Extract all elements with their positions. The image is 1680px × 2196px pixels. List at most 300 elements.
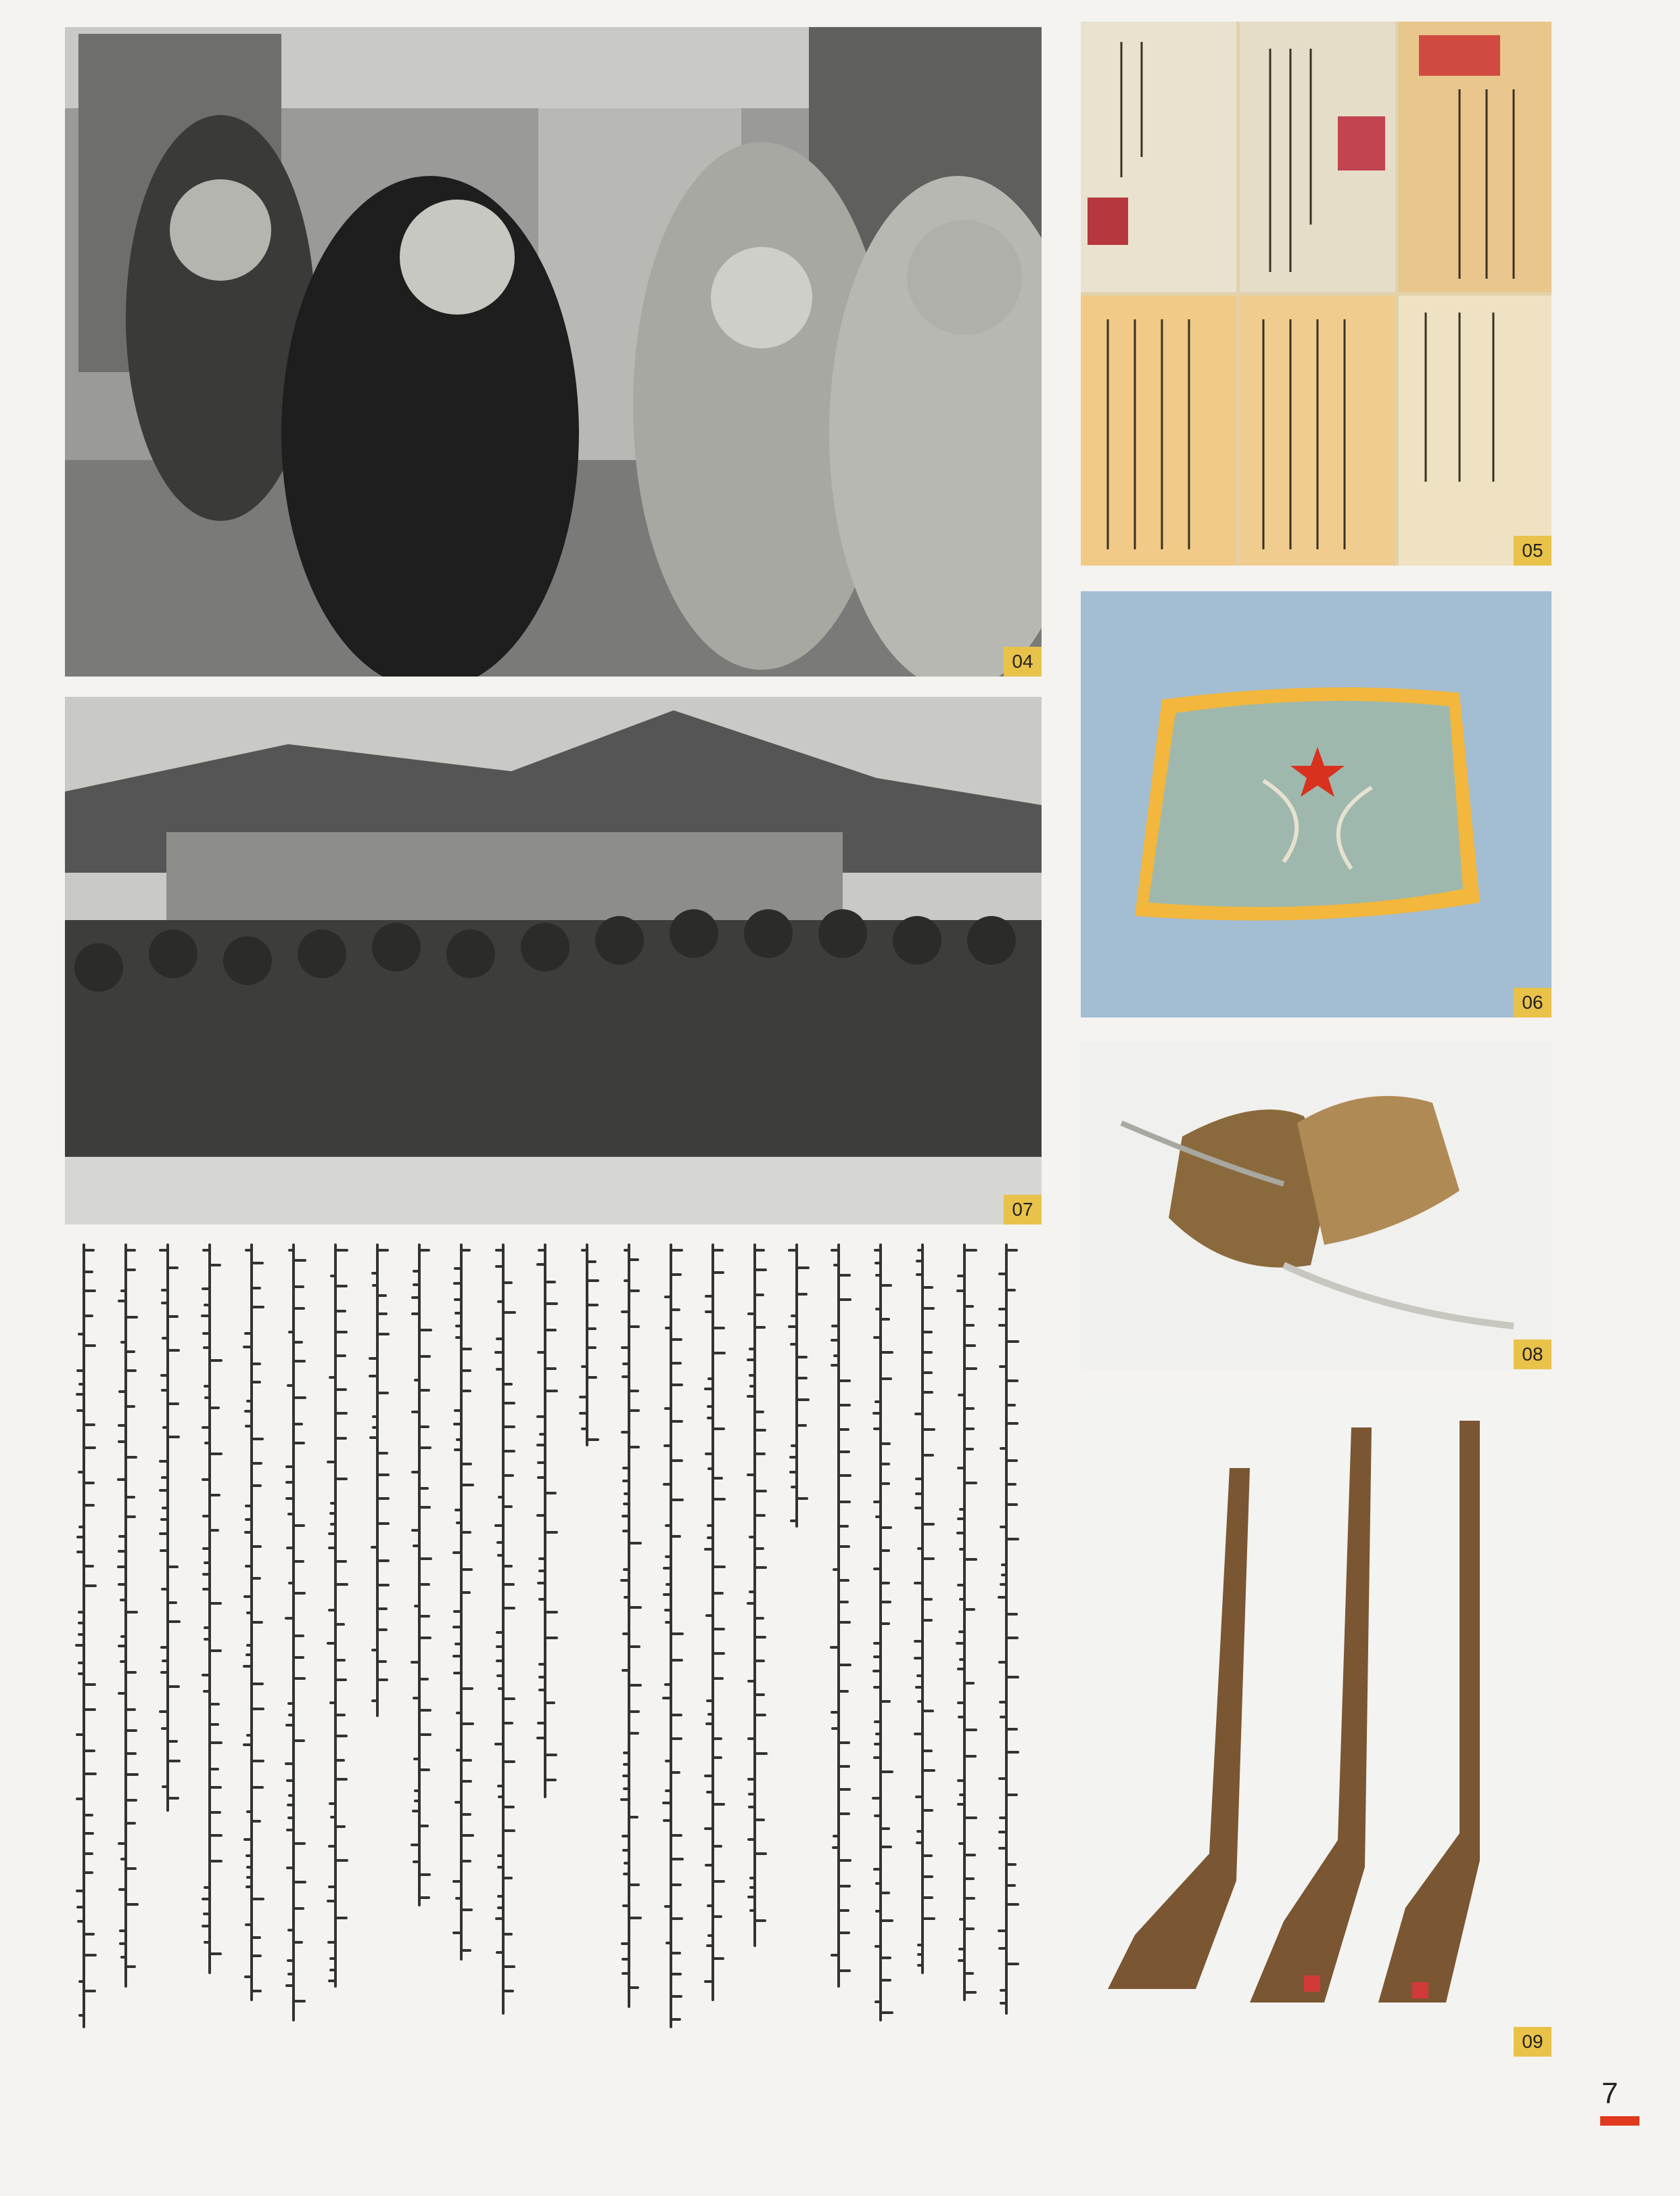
text-glyph-stroke bbox=[294, 1307, 305, 1310]
text-column bbox=[825, 1243, 852, 2055]
text-glyph-stroke bbox=[246, 1854, 252, 1857]
text-glyph-stroke bbox=[335, 1735, 348, 1737]
text-glyph-stroke bbox=[202, 1249, 210, 1252]
text-glyph-stroke bbox=[839, 1298, 851, 1301]
page-number-bar bbox=[1600, 2116, 1639, 2126]
text-glyph-stroke bbox=[118, 1300, 126, 1302]
photo-07-illustration bbox=[65, 697, 1042, 1225]
text-glyph-stroke bbox=[957, 1517, 964, 1520]
text-glyph-stroke bbox=[78, 1333, 84, 1335]
text-glyph-stroke bbox=[881, 1700, 891, 1703]
text-glyph-stroke bbox=[503, 1425, 515, 1428]
text-glyph-stroke bbox=[624, 1492, 629, 1495]
text-glyph-stroke bbox=[252, 1683, 264, 1685]
text-column bbox=[699, 1243, 726, 2055]
text-glyph-stroke bbox=[622, 1480, 629, 1482]
text-glyph-stroke bbox=[839, 1525, 849, 1528]
text-glyph-stroke bbox=[872, 1797, 881, 1800]
text-glyph-stroke bbox=[371, 1699, 377, 1702]
text-glyph-stroke bbox=[624, 1279, 629, 1282]
text-glyph-stroke bbox=[704, 1548, 713, 1551]
text-glyph-stroke bbox=[377, 1392, 389, 1394]
text-glyph-stroke bbox=[377, 1312, 388, 1315]
text-glyph-stroke bbox=[707, 1524, 713, 1527]
text-glyph-stroke bbox=[915, 1795, 923, 1798]
text-glyph-stroke bbox=[545, 1611, 558, 1614]
text-glyph-stroke bbox=[916, 1674, 923, 1677]
text-glyph-stroke bbox=[202, 1287, 210, 1290]
text-glyph-stroke bbox=[1006, 1613, 1018, 1616]
text-glyph-stroke bbox=[461, 1687, 473, 1690]
text-glyph-stroke bbox=[243, 1665, 252, 1668]
text-glyph-stroke bbox=[797, 1377, 808, 1379]
text-column-stem bbox=[124, 1243, 127, 1988]
text-glyph-stroke bbox=[663, 1483, 671, 1486]
text-glyph-stroke bbox=[713, 1628, 725, 1630]
text-glyph-stroke bbox=[503, 1722, 513, 1724]
text-glyph-stroke bbox=[749, 1385, 755, 1388]
text-column bbox=[196, 1243, 223, 2055]
text-glyph-stroke bbox=[705, 1452, 713, 1455]
text-glyph-stroke bbox=[497, 1300, 503, 1303]
text-glyph-stroke bbox=[496, 1674, 503, 1677]
text-glyph-stroke bbox=[881, 1582, 890, 1584]
text-glyph-stroke bbox=[704, 1980, 713, 1983]
text-glyph-stroke bbox=[168, 1797, 179, 1800]
text-glyph-stroke bbox=[788, 1325, 797, 1328]
text-glyph-stroke bbox=[335, 1249, 348, 1252]
text-glyph-stroke bbox=[1006, 1503, 1018, 1506]
text-glyph-stroke bbox=[461, 1369, 471, 1372]
text-glyph-stroke bbox=[536, 1263, 545, 1266]
text-glyph-stroke bbox=[622, 1530, 629, 1532]
text-glyph-stroke bbox=[377, 1607, 388, 1610]
photo-05-illustration bbox=[1081, 22, 1551, 566]
text-glyph-stroke bbox=[875, 1882, 881, 1885]
text-glyph-stroke bbox=[117, 1478, 126, 1481]
text-glyph-stroke bbox=[707, 1713, 713, 1716]
text-glyph-stroke bbox=[419, 1768, 430, 1771]
text-glyph-stroke bbox=[78, 1672, 84, 1675]
text-glyph-stroke bbox=[755, 1326, 766, 1329]
text-glyph-stroke bbox=[413, 1758, 419, 1760]
text-glyph-stroke bbox=[671, 1858, 684, 1860]
text-glyph-stroke bbox=[839, 1474, 851, 1477]
text-glyph-stroke bbox=[419, 1487, 429, 1490]
text-glyph-stroke bbox=[713, 1427, 725, 1430]
text-glyph-stroke bbox=[286, 1867, 294, 1869]
text-glyph-stroke bbox=[959, 1658, 964, 1661]
text-glyph-stroke bbox=[413, 1545, 419, 1547]
text-glyph-stroke bbox=[419, 1506, 431, 1509]
text-glyph-stroke bbox=[923, 1809, 933, 1812]
text-glyph-stroke bbox=[536, 1444, 545, 1446]
text-glyph-stroke bbox=[161, 1727, 168, 1730]
text-glyph-stroke bbox=[705, 1864, 713, 1867]
text-glyph-stroke bbox=[335, 1778, 348, 1781]
text-glyph-stroke bbox=[958, 1716, 964, 1718]
text-glyph-stroke bbox=[957, 1668, 964, 1670]
text-glyph-stroke bbox=[671, 1714, 682, 1716]
photo-06-illustration bbox=[1081, 591, 1551, 1017]
text-glyph-stroke bbox=[704, 1388, 713, 1390]
text-glyph-stroke bbox=[497, 1866, 503, 1869]
text-column bbox=[154, 1243, 181, 2055]
photo-08 bbox=[1081, 1042, 1551, 1369]
text-glyph-stroke bbox=[1006, 1459, 1018, 1462]
text-glyph-stroke bbox=[874, 1743, 881, 1745]
text-glyph-stroke bbox=[749, 1536, 755, 1538]
text-glyph-stroke bbox=[294, 1907, 304, 1910]
text-glyph-stroke bbox=[377, 1473, 390, 1476]
text-glyph-stroke bbox=[538, 1676, 545, 1678]
text-glyph-stroke bbox=[377, 1452, 388, 1455]
text-glyph-stroke bbox=[621, 1310, 629, 1313]
text-glyph-stroke bbox=[84, 1708, 96, 1711]
text-glyph-stroke bbox=[126, 1369, 137, 1372]
text-glyph-stroke bbox=[1000, 1716, 1006, 1718]
text-glyph-stroke bbox=[246, 1734, 252, 1737]
text-glyph-stroke bbox=[118, 1888, 126, 1891]
text-glyph-stroke bbox=[671, 1535, 681, 1538]
text-glyph-stroke bbox=[923, 1428, 935, 1431]
text-glyph-stroke bbox=[999, 1816, 1006, 1819]
text-glyph-stroke bbox=[755, 1547, 764, 1550]
text-glyph-stroke bbox=[587, 1327, 597, 1330]
text-glyph-stroke bbox=[126, 1496, 135, 1499]
text-glyph-stroke bbox=[204, 1638, 210, 1641]
photo-label-04: 04 bbox=[1004, 647, 1042, 677]
text-glyph-stroke bbox=[202, 1332, 210, 1335]
text-glyph-stroke bbox=[285, 1724, 294, 1726]
text-glyph-stroke bbox=[202, 1426, 210, 1429]
text-glyph-stroke bbox=[84, 1832, 94, 1835]
text-glyph-stroke bbox=[461, 1759, 472, 1762]
text-glyph-stroke bbox=[78, 1662, 84, 1664]
text-glyph-stroke bbox=[747, 1838, 755, 1841]
text-glyph-stroke bbox=[917, 1700, 923, 1703]
text-glyph-stroke bbox=[545, 1637, 558, 1639]
text-glyph-stroke bbox=[76, 1733, 84, 1736]
text-glyph-stroke bbox=[461, 1531, 471, 1534]
text-glyph-stroke bbox=[159, 1249, 168, 1252]
text-glyph-stroke bbox=[671, 1973, 682, 1975]
text-column-stem bbox=[586, 1243, 588, 1446]
text-column-stem bbox=[166, 1243, 169, 1812]
mongolian-text-block bbox=[65, 1243, 1039, 2055]
text-glyph-stroke bbox=[244, 1531, 252, 1534]
text-glyph-stroke bbox=[964, 1558, 977, 1561]
text-glyph-stroke bbox=[377, 1628, 388, 1631]
text-glyph-stroke bbox=[377, 1497, 390, 1500]
text-glyph-stroke bbox=[335, 1437, 347, 1440]
text-glyph-stroke bbox=[496, 1951, 503, 1954]
text-glyph-stroke bbox=[839, 1621, 851, 1624]
text-glyph-stroke bbox=[203, 1913, 210, 1915]
text-glyph-stroke bbox=[958, 1948, 964, 1950]
text-glyph-stroke bbox=[159, 1532, 168, 1535]
text-glyph-stroke bbox=[287, 1702, 294, 1705]
text-glyph-stroke bbox=[881, 1919, 893, 1922]
text-glyph-stroke bbox=[671, 1308, 680, 1311]
text-glyph-stroke bbox=[917, 1944, 923, 1946]
text-glyph-stroke bbox=[923, 1331, 933, 1333]
text-glyph-stroke bbox=[923, 1391, 933, 1394]
text-glyph-stroke bbox=[622, 1835, 629, 1837]
text-glyph-stroke bbox=[377, 1294, 387, 1297]
text-glyph-stroke bbox=[665, 1789, 671, 1792]
text-glyph-stroke bbox=[629, 1289, 640, 1292]
text-glyph-stroke bbox=[629, 1390, 639, 1392]
text-glyph-stroke bbox=[78, 1622, 84, 1624]
text-glyph-stroke bbox=[328, 1532, 335, 1535]
text-glyph-stroke bbox=[84, 1482, 95, 1484]
text-glyph-stroke bbox=[244, 1332, 252, 1335]
text-glyph-stroke bbox=[414, 1605, 419, 1607]
text-glyph-stroke bbox=[874, 1720, 881, 1723]
text-glyph-stroke bbox=[202, 1515, 210, 1517]
text-glyph-stroke bbox=[914, 1582, 923, 1584]
text-glyph-stroke bbox=[964, 1755, 977, 1758]
text-glyph-stroke bbox=[294, 1941, 303, 1944]
text-glyph-stroke bbox=[118, 1535, 126, 1538]
text-glyph-stroke bbox=[210, 1741, 223, 1744]
text-glyph-stroke bbox=[839, 1501, 851, 1503]
text-glyph-stroke bbox=[923, 1619, 933, 1622]
text-glyph-stroke bbox=[497, 1854, 503, 1857]
text-glyph-stroke bbox=[623, 1568, 629, 1571]
text-glyph-stroke bbox=[791, 1486, 797, 1488]
text-glyph-stroke bbox=[545, 1779, 557, 1781]
text-glyph-stroke bbox=[664, 1683, 671, 1686]
text-glyph-stroke bbox=[371, 1546, 377, 1549]
text-glyph-stroke bbox=[587, 1376, 597, 1379]
text-glyph-stroke bbox=[287, 1816, 294, 1819]
text-glyph-stroke bbox=[713, 1249, 724, 1252]
text-glyph-stroke bbox=[755, 1660, 765, 1662]
text-glyph-stroke bbox=[623, 1763, 629, 1766]
text-column-stem bbox=[670, 1243, 672, 2028]
text-glyph-stroke bbox=[1000, 1447, 1006, 1450]
text-glyph-stroke bbox=[84, 1954, 97, 1957]
text-glyph-stroke bbox=[294, 2000, 306, 2003]
text-glyph-stroke bbox=[671, 1834, 682, 1837]
text-glyph-stroke bbox=[872, 1412, 881, 1415]
text-glyph-stroke bbox=[1006, 1676, 1019, 1678]
text-glyph-stroke bbox=[461, 1834, 474, 1837]
text-glyph-stroke bbox=[203, 1346, 210, 1349]
text-glyph-stroke bbox=[118, 1390, 126, 1393]
photo-08-illustration bbox=[1081, 1042, 1551, 1369]
text-glyph-stroke bbox=[377, 1584, 390, 1586]
text-glyph-stroke bbox=[587, 1279, 599, 1282]
text-glyph-stroke bbox=[1006, 1249, 1018, 1252]
text-glyph-stroke bbox=[252, 1621, 263, 1624]
text-glyph-stroke bbox=[84, 1584, 97, 1587]
text-glyph-stroke bbox=[874, 2000, 881, 2003]
text-glyph-stroke bbox=[622, 1467, 629, 1469]
text-glyph-stroke bbox=[671, 1249, 683, 1252]
text-glyph-stroke bbox=[839, 1812, 850, 1815]
text-glyph-stroke bbox=[587, 1260, 597, 1263]
text-glyph-stroke bbox=[671, 1995, 682, 1998]
text-glyph-stroke bbox=[536, 1514, 545, 1517]
text-glyph-stroke bbox=[84, 1565, 94, 1568]
text-glyph-stroke bbox=[917, 1964, 923, 1967]
photo-04 bbox=[65, 27, 1042, 677]
text-glyph-stroke bbox=[503, 1829, 515, 1832]
text-glyph-stroke bbox=[210, 1359, 223, 1362]
text-glyph-stroke bbox=[875, 1515, 881, 1518]
text-glyph-stroke bbox=[453, 1610, 461, 1613]
text-glyph-stroke bbox=[84, 1772, 97, 1775]
text-glyph-stroke bbox=[503, 1806, 515, 1808]
text-glyph-stroke bbox=[1006, 1637, 1019, 1639]
text-glyph-stroke bbox=[875, 1274, 881, 1277]
photo-label-06: 06 bbox=[1514, 988, 1551, 1017]
text-glyph-stroke bbox=[162, 1507, 168, 1509]
text-glyph-stroke bbox=[545, 1701, 555, 1704]
text-glyph-stroke bbox=[587, 1438, 599, 1441]
text-glyph-stroke bbox=[335, 1659, 346, 1662]
text-glyph-stroke bbox=[831, 1711, 839, 1714]
text-glyph-stroke bbox=[629, 1710, 640, 1713]
text-glyph-stroke bbox=[126, 1867, 137, 1870]
text-glyph-stroke bbox=[747, 1896, 755, 1898]
text-glyph-stroke bbox=[503, 1965, 515, 1968]
text-glyph-stroke bbox=[671, 1338, 682, 1341]
text-column-stem bbox=[208, 1243, 211, 1974]
text-glyph-stroke bbox=[335, 1560, 347, 1563]
text-glyph-stroke bbox=[201, 1314, 210, 1317]
text-glyph-stroke bbox=[372, 1415, 377, 1418]
text-glyph-stroke bbox=[666, 1583, 671, 1586]
text-column-stem bbox=[460, 1243, 463, 1961]
text-glyph-stroke bbox=[629, 1816, 638, 1818]
text-glyph-stroke bbox=[713, 1880, 725, 1883]
text-glyph-stroke bbox=[831, 1249, 839, 1252]
text-glyph-stroke bbox=[622, 1849, 629, 1852]
text-glyph-stroke bbox=[328, 1980, 335, 1982]
text-glyph-stroke bbox=[126, 1268, 136, 1271]
text-glyph-stroke bbox=[713, 1565, 726, 1568]
text-glyph-stroke bbox=[755, 1411, 764, 1413]
text-glyph-stroke bbox=[788, 1249, 797, 1252]
text-glyph-stroke bbox=[671, 1362, 682, 1365]
text-glyph-stroke bbox=[503, 1607, 515, 1609]
text-glyph-stroke bbox=[964, 1249, 977, 1252]
text-glyph-stroke bbox=[377, 1660, 387, 1663]
text-glyph-stroke bbox=[839, 1664, 851, 1666]
text-glyph-stroke bbox=[120, 1341, 126, 1344]
text-glyph-stroke bbox=[958, 1959, 964, 1962]
text-glyph-stroke bbox=[881, 1318, 890, 1321]
text-glyph-stroke bbox=[160, 1646, 168, 1649]
text-glyph-stroke bbox=[839, 1859, 851, 1862]
text-glyph-stroke bbox=[874, 1262, 881, 1264]
text-glyph-stroke bbox=[161, 1476, 168, 1479]
text-glyph-stroke bbox=[246, 1611, 252, 1614]
text-glyph-stroke bbox=[327, 1642, 335, 1645]
text-glyph-stroke bbox=[623, 1787, 629, 1790]
text-glyph-stroke bbox=[210, 1264, 221, 1266]
text-glyph-stroke bbox=[294, 1259, 306, 1262]
photo-09-illustration bbox=[1081, 1394, 1551, 2057]
text-glyph-stroke bbox=[666, 1942, 671, 1944]
text-glyph-stroke bbox=[118, 1424, 126, 1427]
text-glyph-stroke bbox=[456, 1712, 461, 1714]
text-glyph-stroke bbox=[873, 1427, 881, 1430]
text-glyph-stroke bbox=[204, 1561, 210, 1564]
text-glyph-stroke bbox=[545, 1531, 558, 1534]
text-glyph-stroke bbox=[377, 1249, 389, 1252]
text-glyph-stroke bbox=[964, 1816, 977, 1819]
text-glyph-stroke bbox=[622, 1363, 629, 1365]
text-glyph-stroke bbox=[706, 1791, 713, 1793]
text-glyph-stroke bbox=[461, 1463, 472, 1465]
text-glyph-stroke bbox=[964, 1448, 974, 1450]
text-glyph-stroke bbox=[923, 1557, 935, 1560]
text-glyph-stroke bbox=[537, 1582, 545, 1584]
text-glyph-stroke bbox=[622, 1669, 629, 1672]
text-glyph-stroke bbox=[707, 1467, 713, 1470]
text-column bbox=[993, 1243, 1020, 2055]
text-glyph-stroke bbox=[789, 1456, 797, 1459]
text-glyph-stroke bbox=[881, 1284, 892, 1287]
text-glyph-stroke bbox=[252, 1990, 262, 1992]
text-glyph-stroke bbox=[707, 1405, 713, 1408]
text-glyph-stroke bbox=[957, 1803, 964, 1806]
text-glyph-stroke bbox=[999, 1701, 1006, 1703]
text-glyph-stroke bbox=[287, 1804, 294, 1806]
text-glyph-stroke bbox=[579, 1396, 587, 1398]
text-glyph-stroke bbox=[503, 1505, 513, 1508]
text-glyph-stroke bbox=[713, 1957, 724, 1960]
text-glyph-stroke bbox=[204, 1442, 210, 1444]
text-glyph-stroke bbox=[119, 1929, 126, 1932]
text-glyph-stroke bbox=[84, 1871, 93, 1874]
text-glyph-stroke bbox=[923, 1769, 935, 1772]
text-glyph-stroke bbox=[452, 1880, 461, 1883]
text-glyph-stroke bbox=[84, 1249, 95, 1252]
text-glyph-stroke bbox=[168, 1266, 179, 1269]
text-glyph-stroke bbox=[1006, 1379, 1019, 1382]
text-glyph-stroke bbox=[749, 1886, 755, 1889]
text-glyph-stroke bbox=[839, 1885, 851, 1888]
text-glyph-stroke bbox=[839, 1428, 849, 1431]
text-glyph-stroke bbox=[964, 1367, 977, 1370]
text-glyph-stroke bbox=[831, 1339, 839, 1342]
text-glyph-stroke bbox=[956, 1642, 964, 1645]
text-column-stem bbox=[83, 1243, 85, 2028]
text-glyph-stroke bbox=[76, 1393, 84, 1396]
text-glyph-stroke bbox=[629, 1883, 640, 1886]
text-glyph-stroke bbox=[957, 1275, 964, 1277]
text-glyph-stroke bbox=[538, 1570, 545, 1572]
text-glyph-stroke bbox=[503, 1402, 515, 1404]
text-glyph-stroke bbox=[875, 1308, 881, 1310]
text-glyph-stroke bbox=[419, 1355, 431, 1358]
text-glyph-stroke bbox=[161, 1289, 168, 1291]
text-glyph-stroke bbox=[243, 1595, 252, 1598]
text-glyph-stroke bbox=[202, 1588, 210, 1591]
text-glyph-stroke bbox=[413, 1860, 419, 1863]
text-glyph-stroke bbox=[831, 1325, 839, 1327]
text-glyph-stroke bbox=[881, 1827, 890, 1830]
text-glyph-stroke bbox=[874, 1400, 881, 1403]
text-glyph-stroke bbox=[923, 1896, 933, 1899]
text-glyph-stroke bbox=[629, 1732, 639, 1735]
